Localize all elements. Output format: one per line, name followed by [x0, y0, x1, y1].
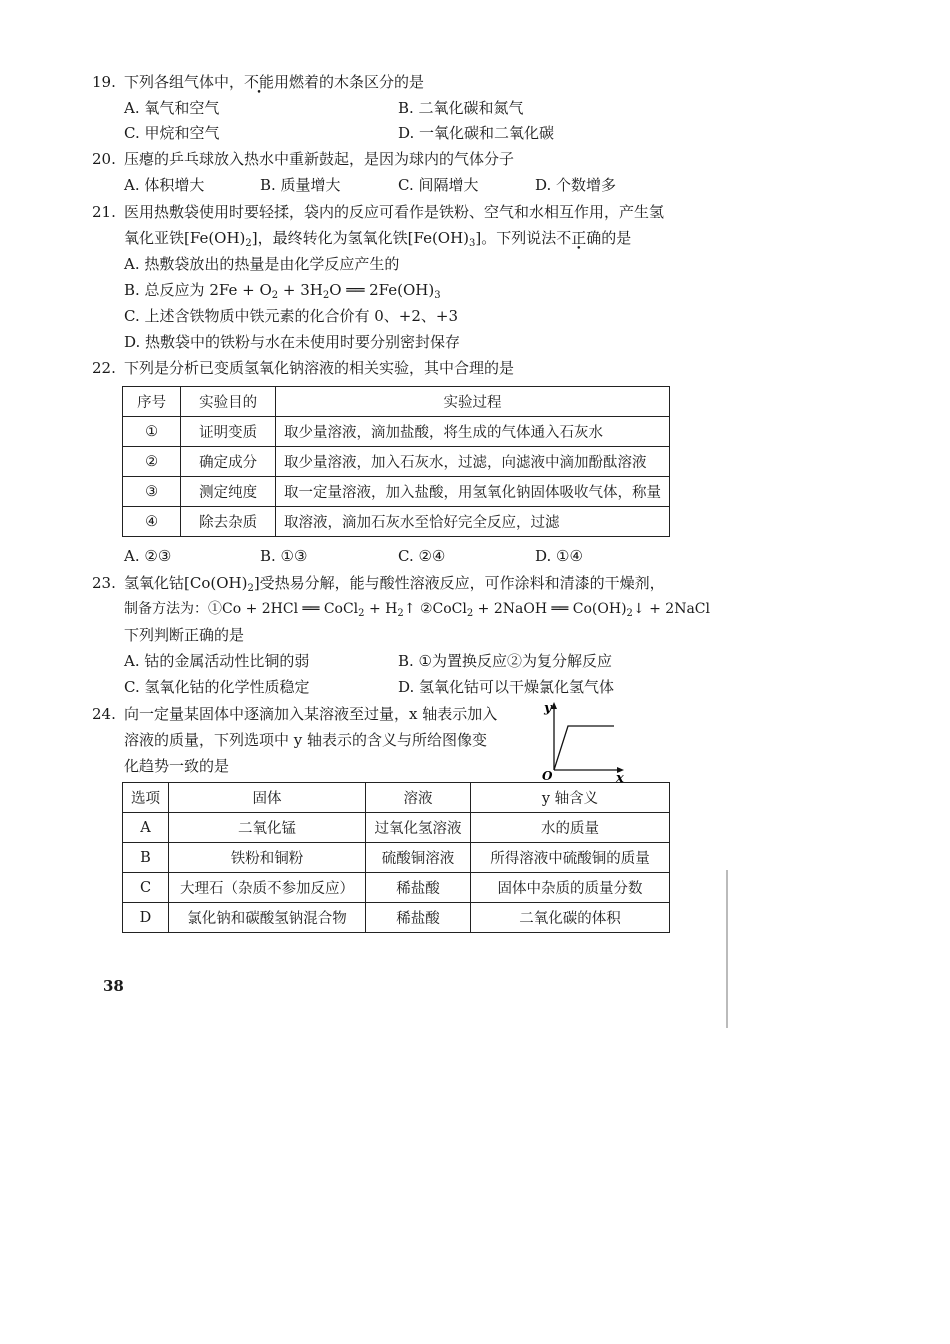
- q19-stem-emphasis: 不能: [244, 73, 275, 91]
- scan-edge-mark: [726, 870, 728, 1028]
- q24-header-y-meaning: y 轴含义: [471, 783, 670, 813]
- q23-line2-a: 制备方法为：①Co + 2HCl ══ CoCl: [124, 601, 359, 617]
- q21-optb-sub2: 2: [322, 290, 330, 301]
- table-cell: ②: [123, 447, 181, 477]
- q24-number: 24.: [92, 705, 116, 723]
- q21-stem-line1-text: 医用热敷袋使用时要轻揉，袋内的反应可看作是铁粉、空气和水相互作用，产生氢: [124, 203, 665, 221]
- table-cell: 铁粉和铜粉: [169, 843, 366, 873]
- table-row: [123, 903, 670, 933]
- q22-header-index: 序号: [123, 387, 181, 417]
- q19-stem: [92, 72, 424, 92]
- q24-header-solution: 溶液: [366, 783, 471, 813]
- q19-stem-b: 用燃着的木条区分的是: [274, 73, 425, 91]
- table-row: [123, 813, 670, 843]
- table-row: [123, 447, 670, 477]
- table-cell: 取少量溶液，加入石灰水，过滤，向滤液中滴加酚酞溶液: [276, 447, 670, 477]
- table-cell: ①: [123, 417, 181, 447]
- q21-option-d: D. 热敷袋中的铁粉与水在未使用时要分别密封保存: [124, 333, 461, 351]
- q19-option-d: D. 一氧化碳和二氧化碳: [398, 124, 555, 142]
- q21-stem-line2: [124, 228, 631, 248]
- table-header-row: [123, 783, 670, 813]
- table-cell: 氯化钠和碳酸氢钠混合物: [169, 903, 366, 933]
- table-cell: 证明变质: [181, 417, 276, 447]
- q22-stem: [92, 358, 514, 378]
- q23-line2-sub4: 2: [626, 608, 633, 619]
- q23-line2-i: ↓ + 2NaCl: [632, 601, 710, 617]
- table-cell: 测定纯度: [181, 477, 276, 507]
- q19-option-b: B. 二氧化碳和氮气: [398, 99, 524, 117]
- q23-line2-sub2: 2: [397, 608, 404, 619]
- q21-option-b: [124, 280, 441, 300]
- table-header-row: [123, 387, 670, 417]
- q24-stem-line1: [92, 704, 497, 724]
- q21-optb-e: O ══ 2Fe(OH): [329, 281, 435, 299]
- q24-line1-text: 向一定量某固体中逐滴加入某溶液至过量，x 轴表示加入: [124, 705, 498, 723]
- q20-number: 20.: [92, 150, 116, 168]
- table-cell: 取一定量溶液，加入盐酸，用氢氧化钠固体吸收气体，称量: [276, 477, 670, 507]
- q24-table: [122, 782, 670, 933]
- table-cell: 二氧化碳的体积: [471, 903, 670, 933]
- graph-y-label: y: [544, 701, 552, 716]
- table-cell: A: [123, 813, 169, 843]
- table-cell: 确定成分: [181, 447, 276, 477]
- table-cell: 二氧化锰: [169, 813, 366, 843]
- q21-stem-line1: [92, 202, 664, 222]
- q21-option-a: A. 热敷袋放出的热量是由化学反应产生的: [124, 255, 400, 273]
- q20-option-a: A. 体积增大: [124, 176, 205, 194]
- q19-option-a: A. 氧气和空气: [124, 99, 220, 117]
- q21-option-c: C. 上述含铁物质中铁元素的化合价有 0、+2、+3: [124, 307, 459, 325]
- table-cell: B: [123, 843, 169, 873]
- q24-header-option: 选项: [123, 783, 169, 813]
- q22-stem-text: 下列是分析已变质氢氧化钠溶液的相关实验，其中合理的是: [124, 359, 515, 377]
- table-cell: C: [123, 873, 169, 903]
- q22-option-c: C. ②④: [398, 547, 446, 565]
- table-cell: 稀盐酸: [366, 903, 471, 933]
- q22-table: [122, 386, 670, 537]
- q21-optb-sub1: 2: [271, 290, 279, 301]
- q20-stem-text: 压瘪的乒乓球放入热水中重新鼓起，是因为球内的气体分子: [124, 150, 515, 168]
- q21-optb-a: B. 总反应为 2Fe + O: [124, 281, 272, 299]
- graph-y-arrow: [551, 702, 557, 709]
- q23-line2-sub1: 2: [358, 608, 365, 619]
- q20-option-c: C. 间隔增大: [398, 176, 479, 194]
- table-row: [123, 477, 670, 507]
- table-cell: 固体中杂质的质量分数: [471, 873, 670, 903]
- table-cell: 所得溶液中硫酸铜的质量: [471, 843, 670, 873]
- q23-option-b: B. ①为置换反应②为复分解反应: [398, 652, 613, 670]
- q21-line2-c: ]，最终转化为氢氧化铁[Fe(OH): [251, 229, 470, 247]
- q23-stem-line3: 下列判断正确的是: [124, 626, 245, 644]
- q22-header-purpose: 实验目的: [181, 387, 276, 417]
- q23-line2-g: + 2NaOH ══ Co(OH): [473, 601, 627, 617]
- q23-stem-line2: [124, 599, 710, 619]
- q21-optb-sub3: 3: [434, 290, 441, 301]
- table-cell: 水的质量: [471, 813, 670, 843]
- q24-stem-line3: 化趋势一致的是: [124, 757, 230, 775]
- table-cell: 硫酸铜溶液: [366, 843, 471, 873]
- q23-line1-c: ]受热易分解，能与酸性溶液反应，可作涂料和清漆的干燥剂，: [253, 574, 665, 592]
- q22-header-process: 实验过程: [276, 387, 670, 417]
- q21-line2-sub2: 3: [469, 238, 476, 249]
- table-cell: ④: [123, 507, 181, 537]
- q23-stem-line1: [92, 573, 665, 593]
- table-cell: 过氧化氢溶液: [366, 813, 471, 843]
- q19-option-c: C. 甲烷和空气: [124, 124, 220, 142]
- table-row: [123, 873, 670, 903]
- table-cell: 除去杂质: [181, 507, 276, 537]
- q23-option-d: D. 氢氧化钴可以干燥氯化氢气体: [398, 678, 615, 696]
- q22-option-a: A. ②③: [124, 547, 172, 565]
- q23-line1-sub: 2: [247, 583, 254, 594]
- page-number: 38: [103, 977, 124, 995]
- table-cell: 稀盐酸: [366, 873, 471, 903]
- q23-option-a: A. 钴的金属活动性比铜的弱: [124, 652, 310, 670]
- q20-stem: [92, 149, 514, 169]
- q21-line2-sub1: 2: [245, 238, 252, 249]
- q21-line2-a: 氧化亚铁[Fe(OH): [124, 229, 246, 247]
- q24-trend-graph: [540, 700, 630, 782]
- table-cell: 取少量溶液，滴加盐酸，将生成的气体通入石灰水: [276, 417, 670, 447]
- table-cell: D: [123, 903, 169, 933]
- table-row: [123, 507, 670, 537]
- q23-line2-e: ↑ ②CoCl: [403, 601, 467, 617]
- q19-number: 19.: [92, 73, 116, 91]
- graph-origin-label: O: [542, 769, 553, 782]
- q23-number: 23.: [92, 574, 116, 592]
- q23-line2-sub3: 2: [466, 608, 474, 619]
- q21-number: 21.: [92, 203, 116, 221]
- q23-option-c: C. 氢氧化钴的化学性质稳定: [124, 678, 310, 696]
- q21-line2-f: 的是: [601, 229, 632, 247]
- q24-stem-line2: 溶液的质量，下列选项中 y 轴表示的含义与所给图像变: [124, 731, 488, 749]
- q21-optb-c: + 3H: [278, 281, 323, 299]
- q23-line2-c: + H: [364, 601, 398, 617]
- table-row: [123, 417, 670, 447]
- table-row: [123, 843, 670, 873]
- q22-option-b: B. ①③: [260, 547, 308, 565]
- table-cell: 取溶液，滴加石灰水至恰好完全反应，过滤: [276, 507, 670, 537]
- q20-option-d: D. 个数增多: [535, 176, 617, 194]
- q23-line1-a: 氢氧化钴[Co(OH): [124, 574, 248, 592]
- graph-trend-line: [554, 726, 614, 770]
- q20-option-b: B. 质量增大: [260, 176, 341, 194]
- q21-line2-emphasis: 不正确: [556, 229, 602, 247]
- q24-header-solid: 固体: [169, 783, 366, 813]
- q19-stem-a: 下列各组气体中，: [124, 73, 245, 91]
- graph-x-label: x: [616, 771, 624, 782]
- q21-line2-e: ]。下列说法: [475, 229, 557, 247]
- q22-option-d: D. ①④: [535, 547, 583, 565]
- table-cell: ③: [123, 477, 181, 507]
- q22-number: 22.: [92, 359, 116, 377]
- table-cell: 大理石（杂质不参加反应）: [169, 873, 366, 903]
